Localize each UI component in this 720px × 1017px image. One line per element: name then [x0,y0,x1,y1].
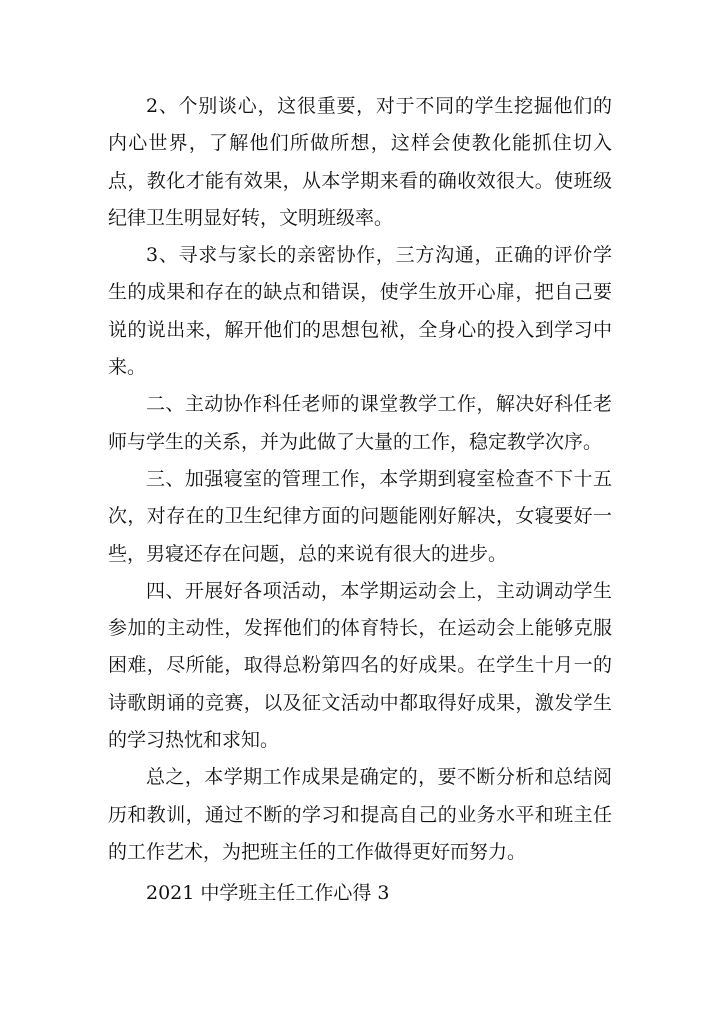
paragraph-activities: 四、开展好各项活动，本学期运动会上，主动调动学生参加的主动性，发挥他们的体育特长，在运动会上能够克服困难，尽所能，取得总粉第四名的好成果。在学生十月一的诗歌朗诵的竞赛，以及征文活动中都取得好成果，激发学生的学习热忱和求知。 [108,579,612,752]
section-heading: 2021 中学班主任工作心得 3 [146,882,390,905]
document-page [108,88,612,913]
paragraph-individual-talks: 2、个别谈心，这很重要，对于不同的学生挖掘他们的内心世界，了解他们所做所想，这样会使教化能抓住切入点，教化才能有效果，从本学期来看的确收效很大。使班级纪律卫生明显好转，文明班级率。 [108,95,612,229]
paragraph-summary: 总之，本学期工作成果是确定的，要不断分析和总结阅历和教训，通过不断的学习和提高自己的业务水平和班主任的工作艺术，为把班主任的工作做得更好而努力。 [108,766,612,863]
paragraph-dormitory-management: 三、加强寝室的管理工作，本学期到寝室检查不下十五次，对存在的卫生纪律方面的问题能刚好解决，女寝要好一些，男寝还存在问题，总的来说有很大的进步。 [108,467,612,565]
paragraph-teacher-cooperation: 二、主动协作科任老师的课堂教学工作，解决好科任老师与学生的关系，并为此做了大量的工作，稳定教学次序。 [108,393,612,453]
paragraph-parent-cooperation: 3、寻求与家长的亲密协作，三方沟通，正确的评价学生的成果和存在的缺点和错误，使学生放开心扉，把自己要说的说出来，解开他们的思想包袱，全身心的投入到学习中来。 [108,244,612,379]
